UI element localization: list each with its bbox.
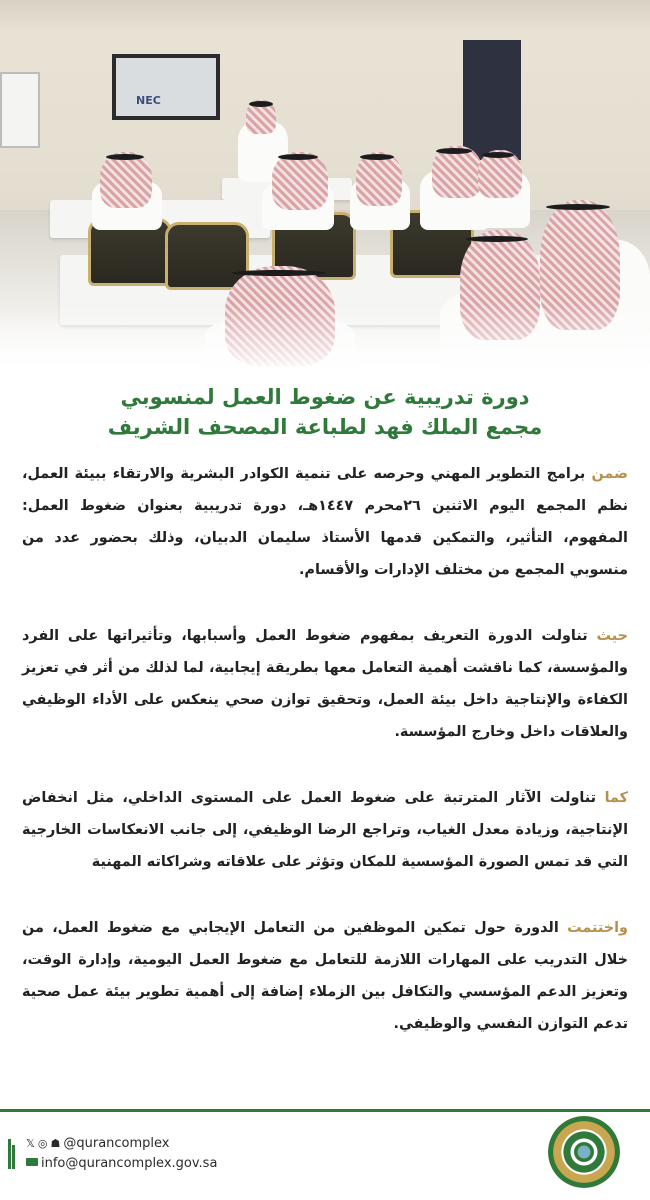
x-icon[interactable]: 𝕏 xyxy=(26,1137,35,1150)
ceiling xyxy=(0,0,650,30)
paragraph-3 xyxy=(22,782,628,878)
paragraph-text: برامج التطوير المهني وحرصه على تنمية الكوادر البشرية والارتقاء ببيئة العمل، نظم المجمع اليوم الاثنين ٢٦محرم ١٤٤٧هـ، دورة تدريبية بعنوان ضغوط العمل: المفهوم، التأثير، والتمكين قدمها الأستاذ سليمان الدبيان، وذلك بحضور عدد من منسوبي المجمع من مختلف الإدارات والأقسام. xyxy=(22,466,628,578)
article-body xyxy=(22,458,628,1074)
headline xyxy=(20,382,630,442)
quran-complex-logo xyxy=(548,1116,620,1188)
photo-fade xyxy=(0,305,650,375)
doorway xyxy=(463,40,521,160)
projector-screen xyxy=(112,54,220,120)
email-contact[interactable] xyxy=(26,1156,217,1171)
chair xyxy=(165,222,249,290)
paragraph-text: الدورة حول تمكين الموظفين من التعامل الإيجابي مع ضغوط العمل، من خلال التدريب على المهارات اللازمة للتعامل مع ضغوط العمل اليومية، وإدارة الوقت، وتعزيز الدعم المؤسسي والتكافل بين الزملاء إضافة إلى أهمية تطوير بيئة عمل صحية تدعم التوازن النفسي والوظيفي. xyxy=(22,920,628,1032)
paragraph-lead-word: كما xyxy=(604,790,628,806)
headline-line-2: مجمع الملك فهد لطباعة المصحف الشريف xyxy=(107,415,543,439)
snapchat-icon[interactable]: ☗ xyxy=(50,1137,61,1150)
logo-globe-icon xyxy=(574,1142,594,1162)
paragraph-text: تناولت الدورة التعريف بمفهوم ضغوط العمل وأسبابها، وتأثيراتها على الفرد والمؤسسة، كما ناقشت أهمية التعامل معها بطريقة إيجابية، لما لذلك من أثر في تعزيز الكفاءة والإنتاجية داخل بيئة العمل، وتحقيق توازن صحي ينعكس على الأداء الوظيفي والعلاقات داخل وخارج المؤسسة. xyxy=(22,628,628,740)
paragraph-lead-word: حيث xyxy=(596,628,628,644)
whiteboard xyxy=(0,72,40,148)
paragraph-text: تناولت الآثار المترتبة على ضغوط العمل على المستوى الداخلي، مثل انخفاض الإنتاجية، وزيادة معدل الغياب، وتراجع الرضا الوظيفي، إلى جانب الانعكاسات الخارجية التي قد تمس الصورة المؤسسية للمكان وتؤثر على علاقاته وشراكاته المهنية xyxy=(22,790,628,870)
social-handle[interactable]: @qurancomplex xyxy=(63,1136,170,1151)
paragraph-lead-word: ضمن xyxy=(591,466,628,482)
screen-brand-text: NEC xyxy=(136,94,161,107)
paragraph-lead-word: واختتمت xyxy=(567,920,628,936)
accent-bars xyxy=(8,1139,18,1169)
paragraph-4 xyxy=(22,912,628,1040)
training-session-photo xyxy=(0,0,650,375)
headline-line-1: دورة تدريبية عن ضغوط العمل لمنسوبي xyxy=(120,385,530,409)
email-address[interactable]: info@qurancomplex.gov.sa xyxy=(41,1156,218,1171)
paragraph-1 xyxy=(22,458,628,586)
instagram-icon[interactable]: ◎ xyxy=(37,1137,48,1150)
paragraph-2 xyxy=(22,620,628,748)
social-contact[interactable] xyxy=(26,1136,170,1151)
email-icon xyxy=(26,1158,38,1166)
